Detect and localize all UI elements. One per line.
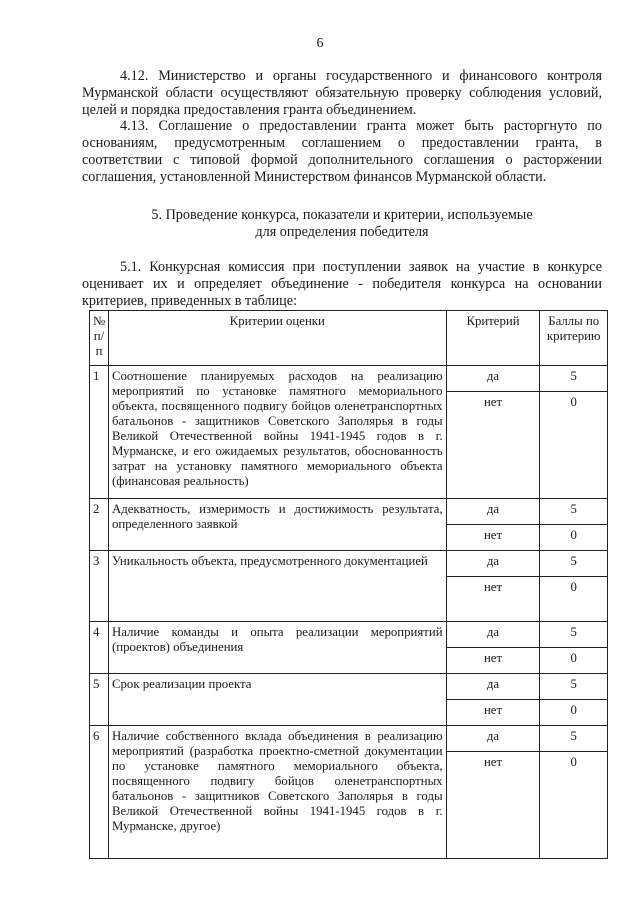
header-number-line-2: п/п: [93, 329, 105, 358]
row-yes-score: 5: [540, 674, 608, 700]
row-no-score: 0: [540, 752, 608, 859]
row-no-label: нет: [446, 700, 540, 726]
table-header-row: [90, 311, 608, 366]
row-criterion-text: Наличие команды и опыта реализации мероприятий (проектов) объединения: [108, 622, 446, 674]
paragraph-5-1: 5.1. Конкурсная комиссия при поступлении заявок на участие в конкурсе оценивает их и определяет объединение - победителя конкурса на основании критериев, приведенных в таблице:: [82, 259, 602, 309]
row-number: 6: [90, 726, 109, 859]
row-yes-label: да: [446, 366, 540, 392]
row-yes-label: да: [446, 622, 540, 648]
row-criterion-text: Срок реализации проекта: [108, 674, 446, 726]
row-yes-label: да: [446, 674, 540, 700]
table-row: [90, 726, 608, 752]
row-criterion-text: Уникальность объекта, предусмотренного документацией: [108, 551, 446, 622]
criteria-table: [89, 310, 608, 859]
row-no-score: 0: [540, 648, 608, 674]
row-yes-label: да: [446, 551, 540, 577]
row-number: 1: [90, 366, 109, 499]
row-no-score: 0: [540, 577, 608, 622]
row-number: 2: [90, 499, 109, 551]
header-number-line-1: №: [93, 314, 106, 328]
row-yes-label: да: [446, 499, 540, 525]
row-no-score: 0: [540, 525, 608, 551]
table-row: [90, 622, 608, 648]
row-no-label: нет: [446, 525, 540, 551]
header-score-line-2: критерию: [546, 329, 601, 343]
row-no-label: нет: [446, 577, 540, 622]
row-yes-label: да: [446, 726, 540, 752]
table-row: [90, 366, 608, 392]
section-heading-line-2: для определения победителя: [255, 224, 429, 240]
section-heading-line-1: 5. Проведение конкурса, показатели и критерии, используемые: [151, 207, 533, 223]
row-criterion-text: Соотношение планируемых расходов на реализацию мероприятий по установке памятного мемориального объекта, посвященного подвигу бойцов оленетранспортных батальонов - защитников Советского Заполярья в годы Великой Отечественной войны 1941-1945 годов в г. Мурманске, и его ожидаемых результатов, обоснованность затрат на установку памятного мемориального объекта (финансовая реальность): [108, 366, 446, 499]
paragraph-4-13: 4.13. Соглашение о предоставлении гранта может быть расторгнуто по основаниям, предусмотренным соглашением о предоставлении гранта, в соответствии с типовой формой дополнительного соглашения о расторжении соглашения, установленной Министерством финансов Мурманской области.: [82, 118, 602, 185]
row-yes-score: 5: [540, 726, 608, 752]
page-number: 6: [316, 36, 324, 51]
row-yes-score: 5: [540, 551, 608, 577]
row-yes-score: 5: [540, 366, 608, 392]
row-yes-score: 5: [540, 499, 608, 525]
header-score: [540, 311, 608, 366]
header-score-line-1: Баллы по: [548, 314, 600, 328]
header-number: [90, 311, 109, 366]
table-row: [90, 551, 608, 577]
row-no-label: нет: [446, 392, 540, 499]
row-number: 3: [90, 551, 109, 622]
row-criterion-text: Наличие собственного вклада объединения в реализацию мероприятий (разработка проектно-сметной документации по установке памятного мемориального объекта, посвященного подвигу бойцов оленетранспортных батальонов - защитников Советского Заполярья в годы Великой Отечественной войны 1941-1945 годов в г. Мурманске, другое): [108, 726, 446, 859]
row-no-label: нет: [446, 648, 540, 674]
row-number: 4: [90, 622, 109, 674]
row-criterion-text: Адекватность, измеримость и достижимость результата, определенного заявкой: [108, 499, 446, 551]
row-yes-score: 5: [540, 622, 608, 648]
row-no-label: нет: [446, 752, 540, 859]
table-row: [90, 674, 608, 700]
row-no-score: 0: [540, 700, 608, 726]
paragraph-4-12: 4.12. Министерство и органы государственного и финансового контроля Мурманской области осуществляют обязательную проверку соблюдения условий, целей и порядка предоставления гранта объединением.: [82, 68, 602, 118]
row-no-score: 0: [540, 392, 608, 499]
header-criteria: Критерии оценки: [108, 311, 446, 366]
row-number: 5: [90, 674, 109, 726]
header-criterion: Критерий: [446, 311, 540, 366]
section-heading: [82, 207, 602, 241]
table-row: [90, 499, 608, 525]
